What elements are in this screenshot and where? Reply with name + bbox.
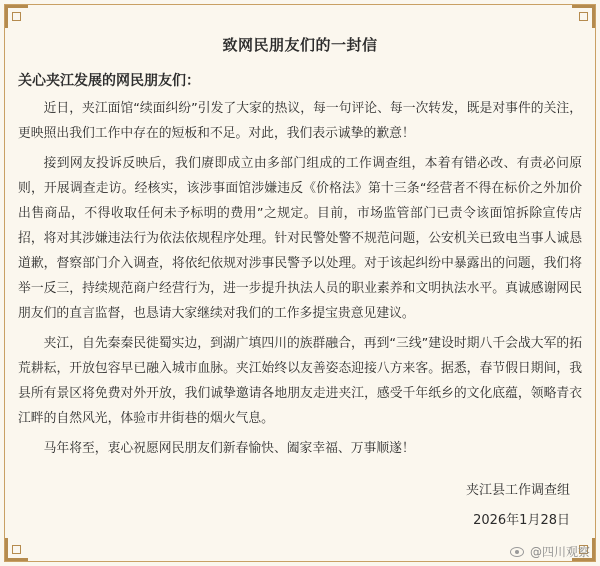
weibo-watermark bbox=[510, 543, 590, 560]
letter-body bbox=[18, 34, 582, 466]
watermark-text: @四川观察 bbox=[529, 545, 590, 559]
paragraph-city-introduction: 夹江，自先秦秦民徙蜀实边，到湖广填四川的族群融合，再到“三线”建设时期八千会战大军的拓荒耕耘，开放包容早已融入城市血脉。夹江始终以友善姿态迎接八方来客。据悉，春节假日期间，我县所有景区将免费对外开放，我们诚挚邀请各地朋友走进夹江，感受千年纸乡的文化底蕴，领略青衣江畔的自然风光，体验市井街巷的烟火气息。 bbox=[18, 336, 582, 426]
corner-ornament-bottom-left bbox=[5, 538, 28, 561]
letter-salutation: 关心夹江发展的网民朋友们： bbox=[18, 73, 200, 89]
signer-name: 夹江县工作调查组 bbox=[465, 483, 570, 498]
letter-date: 2026年1月28日 bbox=[473, 513, 570, 528]
paragraph-apology: 近日，夹江面馆“续面纠纷”引发了大家的热议，每一句评论、每一次转发，既是对事件的关注，更映照出我们工作中存在的短板和不足。对此，我们表示诚挚的歉意！ bbox=[18, 101, 582, 141]
letter-signoff bbox=[466, 476, 570, 536]
corner-ornament-top-left bbox=[5, 5, 28, 28]
letter-title: 致网民朋友们的一封信 bbox=[222, 36, 378, 54]
weibo-icon bbox=[510, 545, 526, 558]
paragraph-investigation: 接到网友投诉反映后，我们赓即成立由多部门组成的工作调查组，本着有错必改、有责必问原则，开展调查走访。经核实，该涉事面馆涉嫌违反《价格法》第十三条“经营者不得在标价之外加价出售商品，不得收取任何未予标明的费用”之规定。目前，市场监管部门已责令该面馆拆除宣传店招，将对其涉嫌违法行为依法依规程序处理。针对民警处警不规范问题，公安机关已致电当事人诚恳道歉，督察部门介入调查，将依纪依规对涉事民警予以处理。对于该起纠纷中暴露出的问题，我们将举一反三，持续规范商户经营行为，进一步提升执法人员的职业素养和文明执法水平。真诚感谢网民朋友们的直言监督，也恳请大家继续对我们的工作多提宝贵意见建议。 bbox=[18, 156, 582, 321]
corner-ornament-top-right bbox=[572, 5, 595, 28]
paragraph-new-year-greeting: 马年将至，衷心祝愿网民朋友们新春愉快、阖家幸福、万事顺遂！ bbox=[43, 441, 415, 456]
